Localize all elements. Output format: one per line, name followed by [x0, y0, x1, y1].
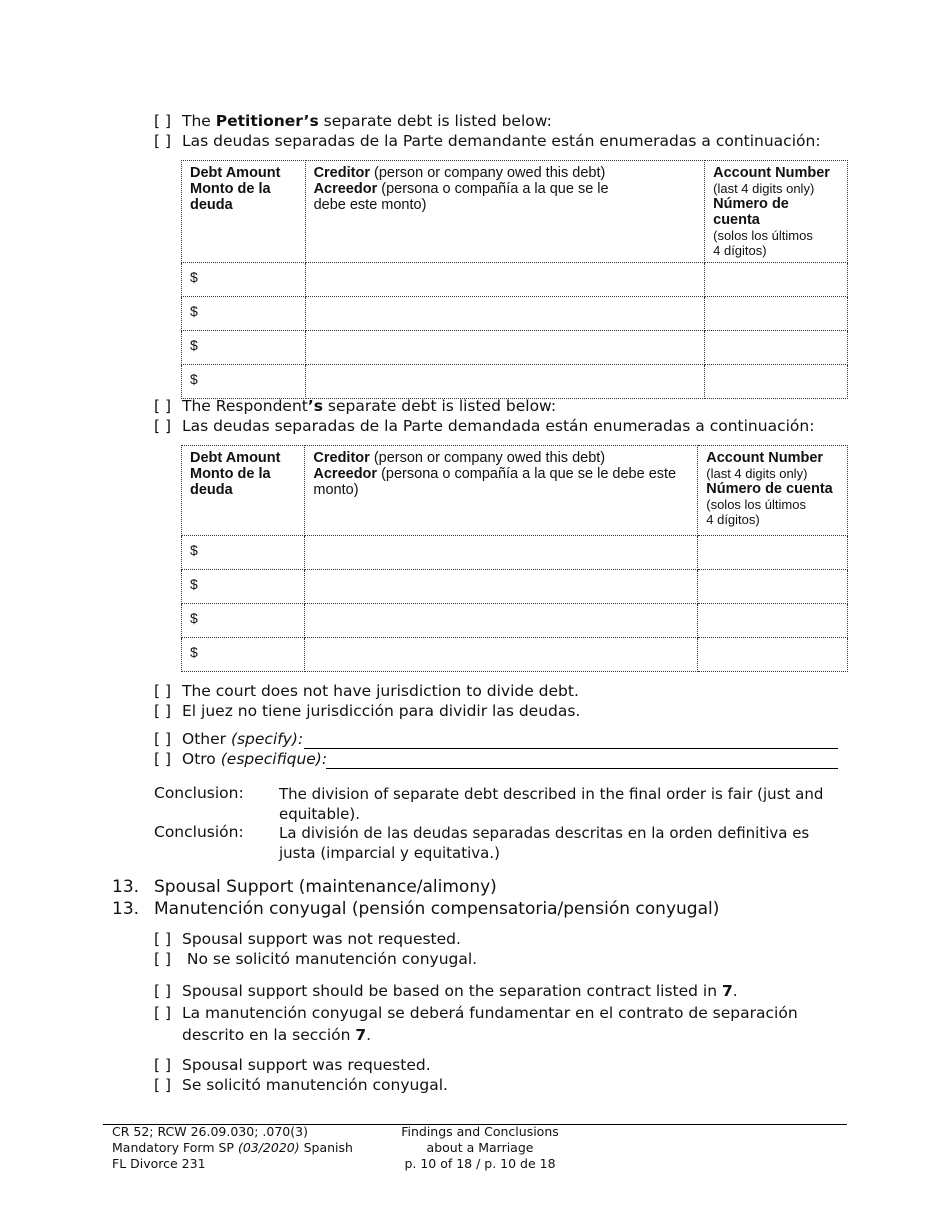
text: Other: [182, 730, 231, 748]
checkbox[interactable]: [ ]: [154, 112, 172, 130]
header-text: Debt Amount: [190, 450, 281, 466]
checkbox[interactable]: [ ]: [154, 730, 172, 748]
footer-citation: CR 52; RCW 26.09.030; .070(3): [112, 1124, 308, 1139]
account-cell[interactable]: [698, 638, 848, 672]
text: The Respondent: [182, 397, 308, 415]
header-text: (solos los últimos 4 dígitos): [706, 497, 806, 527]
header-creditor: [305, 161, 705, 263]
header-text: (solos los últimos 4 dígitos): [713, 228, 813, 258]
text-bold: 7: [355, 1026, 367, 1044]
petitioner-debt-checkbox-es[interactable]: [154, 132, 821, 150]
text: La manutención conyugal se deberá fundamentar en el contrato de separación descrito en la sección: [182, 1004, 798, 1044]
text: No se solicitó manutención conyugal.: [182, 950, 478, 968]
section-title: Manutención conyugal: [154, 899, 347, 919]
conclusion-label-es: Conclusión:: [154, 823, 244, 841]
section-title: Spousal Support: [154, 877, 294, 897]
table-header-row: [182, 446, 848, 536]
text-bold: Petitioner’s: [215, 112, 319, 130]
section-number: 13.: [112, 899, 140, 919]
spousal-requested-checkbox-en[interactable]: [154, 1056, 431, 1074]
text-italic: (especifique):: [220, 750, 328, 768]
text: Spousal support should be based on the separation contract listed in: [182, 982, 722, 1000]
checkbox[interactable]: [ ]: [154, 750, 172, 768]
checkbox[interactable]: [ ]: [154, 132, 172, 150]
section-13-heading-en: [112, 877, 497, 897]
creditor-cell[interactable]: [305, 297, 705, 331]
spousal-contract-checkbox-es[interactable]: [154, 1002, 844, 1046]
table-row: [182, 604, 848, 638]
checkbox[interactable]: [ ]: [154, 397, 172, 415]
section-subtitle: (pensión compensatoria/pensión conyugal): [346, 899, 720, 919]
checkbox[interactable]: [ ]: [154, 950, 172, 968]
header-text: Creditor: [313, 450, 370, 466]
footer-form-id: FL Divorce 231: [112, 1156, 206, 1171]
header-text: Monto de la deuda: [190, 466, 271, 498]
text: El juez no tiene jurisdicción para dividir las deudas.: [182, 702, 581, 720]
table-row: [182, 536, 848, 570]
text: Las deudas separadas de la Parte demandada están enumeradas a continuación:: [182, 417, 815, 435]
text: Spousal support was requested.: [182, 1056, 431, 1074]
table-row: [182, 570, 848, 604]
header-text: Debt Amount: [190, 165, 281, 181]
checkbox[interactable]: [ ]: [154, 702, 172, 720]
footer-center: [380, 1124, 580, 1172]
header-text: Account Number: [706, 450, 824, 466]
petitioner-debt-table: [181, 160, 848, 399]
checkbox[interactable]: [ ]: [154, 1056, 172, 1074]
header-text: (person or company owed this debt): [369, 165, 606, 181]
checkbox[interactable]: [ ]: [154, 1004, 172, 1022]
header-text: Número de cuenta: [713, 196, 789, 228]
conclusion-text-es: La división de las deudas separadas descritas en la orden definitiva es justa (imparcial y equitativa.): [279, 824, 810, 862]
text: Las deudas separadas de la Parte demandante están enumeradas a continuación:: [182, 132, 821, 150]
debt-amount-cell[interactable]: $: [182, 331, 306, 365]
text: The court does not have jurisdiction to divide debt.: [182, 682, 579, 700]
table-row: [182, 297, 848, 331]
table-row: [182, 638, 848, 672]
account-cell[interactable]: [705, 263, 848, 297]
debt-amount-cell[interactable]: $: [182, 570, 305, 604]
header-debt-amount: [182, 446, 305, 536]
text: .: [732, 982, 738, 1000]
creditor-cell[interactable]: [305, 604, 698, 638]
text: .: [366, 1026, 372, 1044]
account-cell[interactable]: [705, 331, 848, 365]
debt-amount-cell[interactable]: $: [182, 536, 305, 570]
text: separate debt is listed below:: [323, 397, 557, 415]
creditor-cell[interactable]: [305, 536, 698, 570]
other-specify-input[interactable]: [304, 730, 838, 749]
account-cell[interactable]: [698, 536, 848, 570]
spousal-not-requested-checkbox-es[interactable]: [154, 950, 477, 968]
text: The: [182, 112, 216, 130]
checkbox[interactable]: [ ]: [154, 1076, 172, 1094]
petitioner-debt-checkbox-en[interactable]: [154, 112, 552, 130]
header-text: Acreedor: [313, 466, 378, 482]
creditor-cell[interactable]: [305, 638, 698, 672]
account-cell[interactable]: [698, 570, 848, 604]
footer-title: about a Marriage: [426, 1140, 534, 1155]
respondent-debt-checkbox-es[interactable]: [154, 417, 814, 435]
creditor-cell[interactable]: [305, 331, 705, 365]
header-text: (persona o compañía a la que se le debe este monto): [313, 466, 677, 498]
account-cell[interactable]: [705, 365, 848, 399]
checkbox[interactable]: [ ]: [154, 682, 172, 700]
footer-text-italic: (03/2020): [237, 1140, 300, 1155]
creditor-cell[interactable]: [305, 263, 705, 297]
header-account-number: [705, 161, 848, 263]
footer-left: [112, 1124, 353, 1172]
respondent-debt-checkbox-en[interactable]: [154, 397, 556, 415]
header-text: Monto de la deuda: [190, 181, 271, 213]
header-text: (last 4 digits only): [713, 181, 815, 196]
table-header-row: [182, 161, 848, 263]
footer-text: Mandatory Form SP: [112, 1140, 238, 1155]
debt-amount-cell[interactable]: $: [182, 604, 305, 638]
no-jurisdiction-checkbox-en[interactable]: [154, 682, 579, 700]
checkbox[interactable]: [ ]: [154, 930, 172, 948]
table-row: [182, 263, 848, 297]
debt-amount-cell[interactable]: $: [182, 297, 306, 331]
text-italic: (specify):: [230, 730, 304, 748]
text: Se solicitó manutención conyugal.: [182, 1076, 448, 1094]
account-cell[interactable]: [705, 297, 848, 331]
section-number: 13.: [112, 877, 140, 897]
section-13-heading-es: [112, 899, 719, 919]
debt-amount-cell[interactable]: $: [182, 365, 306, 399]
header-text: Número de cuenta: [706, 481, 833, 497]
spousal-requested-checkbox-es[interactable]: [154, 1076, 448, 1094]
page-number: p. 10 of 18 / p. 10 de 18: [404, 1156, 556, 1171]
header-text: (last 4 digits only): [706, 466, 808, 481]
text-bold: ’s: [307, 397, 323, 415]
spousal-not-requested-checkbox-en[interactable]: [154, 930, 461, 948]
section-subtitle: (maintenance/alimony): [293, 877, 497, 897]
account-cell[interactable]: [698, 604, 848, 638]
checkbox[interactable]: [ ]: [154, 982, 172, 1000]
header-account-number: [698, 446, 848, 536]
other-checkbox-es[interactable]: [154, 750, 327, 768]
other-especifique-input[interactable]: [326, 750, 838, 769]
debt-amount-cell[interactable]: $: [182, 263, 306, 297]
header-text: Acreedor: [313, 181, 378, 197]
header-text: Account Number: [713, 165, 830, 181]
creditor-cell[interactable]: [305, 570, 698, 604]
header-text: (persona o compañía a la que se le debe este monto): [313, 181, 609, 213]
spousal-contract-checkbox-en[interactable]: [154, 982, 738, 1000]
text-bold: 7: [722, 982, 733, 1000]
header-creditor: [305, 446, 698, 536]
header-debt-amount: [182, 161, 306, 263]
footer-title: Findings and Conclusions: [401, 1124, 559, 1139]
conclusion-label-en: Conclusion:: [154, 784, 244, 802]
creditor-cell[interactable]: [305, 365, 705, 399]
respondent-debt-table: [181, 445, 848, 672]
table-row: [182, 331, 848, 365]
text: Spousal support was not requested.: [182, 930, 461, 948]
no-jurisdiction-checkbox-es[interactable]: [154, 702, 580, 720]
conclusion-text-en: The division of separate debt described in the final order is fair (just and equitable).: [279, 785, 824, 823]
text: Otro: [182, 750, 221, 768]
footer-text: Spanish: [299, 1140, 353, 1155]
table-row: [182, 365, 848, 399]
text: separate debt is listed below:: [318, 112, 552, 130]
checkbox[interactable]: [ ]: [154, 417, 172, 435]
footer-form-line: [112, 1140, 353, 1156]
debt-amount-cell[interactable]: $: [182, 638, 305, 672]
header-text: (person or company owed this debt): [369, 450, 606, 466]
header-text: Creditor: [313, 165, 370, 181]
